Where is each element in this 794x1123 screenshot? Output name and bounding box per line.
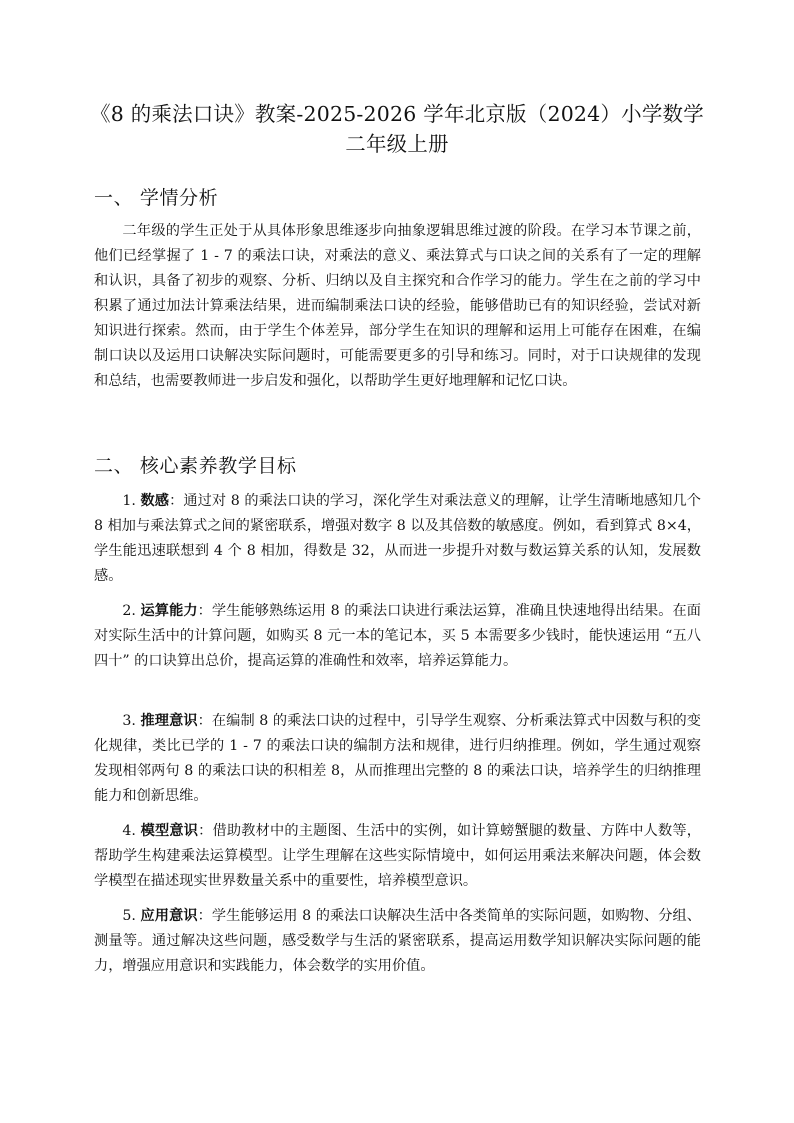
title-line-1: 《8 的乘法口诀》教案-2025-2026 学年北京版（2024）小学数学 [90,102,704,126]
goal-item-number: 4. [122,823,136,839]
goal-item-number: 3. [122,713,136,729]
goal-item-text: ：在编制 8 的乘法口诀的过程中，引导学生观察、分析乘法算式中因数与积的变化规律，类比已学的 1 - 7 的乘法口诀的编制方法和规律，进行归纳推理。例如，学生通过观察发现相邻两句 8 的乘法口诀的积相差 8，从而推理出完整的 8 的乘法口诀，培养学生的归纳推理能力和创新思维。 [94,713,701,804]
goal-item-label: 模型意识 [140,823,199,839]
title-line-2: 二年级上册 [345,132,449,156]
learning-analysis-paragraph: 二年级的学生正处于从具体形象思维逐步向抽象逻辑思维过渡的阶段。在学习本节课之前，他们已经掌握了 1 - 7 的乘法口诀，对乘法的意义、乘法算式与口诀之间的关系有了一定的理解和认识，具备了初步的观察、分析、归纳以及自主探究和合作学习的能力。学生在之前的学习中积累了通过加法计算乘法结果，进而编制乘法口诀的经验，能够借助已有的知识经验，尝试对新知识进行探索。然而，由于学生个体差异，部分学生在知识的理解和运用上可能存在困难，在编制口诀以及运用口诀解决实际问题时，可能需要更多的引导和练习。同时，对于口诀规律的发现和总结，也需要教师进一步启发和强化，以帮助学生更好地理解和记忆口诀。 [94,223,701,389]
section-heading-core-goals: 二、 核心素养教学目标 [94,455,297,477]
goal-item-text: ：学生能够运用 8 的乘法口诀解决生活中各类简单的实际问题，如购物、分组、测量等。通过解决这些问题，感受数学与生活的紧密联系，提高运用数学知识解决实际问题的能力，增强应用意识和实践能力，体会数学的实用价值。 [94,908,701,974]
goal-item-number: 5. [122,908,136,924]
goal-item-text: ：借助教材中的主题图、生活中的实例，如计算螃蟹腿的数量、方阵中人数等，帮助学生构建乘法运算模型。让学生理解在这些实际情境中，如何运用乘法来解决问题，体会数学模型在描述现实世界数量关系中的重要性，培养模型意识。 [94,823,701,889]
goal-item-text: ：通过对 8 的乘法口诀的学习，深化学生对乘法意义的理解，让学生清晰地感知几个 8 相加与乘法算式之间的紧密联系，增强对数字 8 以及其倍数的敏感度。例如，看到算式 8×4，学生能迅速联想到 4 个 8 相加，得数是 32，从而进一步提升对数与数运算关系的认知，发展数感。 [94,493,701,584]
goal-item-computation [94,599,701,674]
goal-item-label: 推理意识 [140,713,198,729]
section-heading-learning-analysis: 一、 学情分析 [94,187,219,209]
goal-item-modeling [94,819,701,894]
goal-item-reasoning [94,709,701,809]
goal-item-label: 数感 [140,493,170,509]
goal-item-application [94,904,701,979]
document-title [90,99,704,159]
goal-item-label: 应用意识 [140,908,198,924]
goal-item-number: 2. [122,603,136,619]
goal-item-number-sense [94,489,701,589]
goal-item-text: ：学生能够熟练运用 8 的乘法口诀进行乘法运算，准确且快速地得出结果。在面对实际生活中的计算问题，如购买 8 元一本的笔记本，买 5 本需要多少钱时，能快速运用 “五八四十” 的口诀算出总价，提高运算的准确性和效率，培养运算能力。 [94,603,701,669]
goal-item-number: 1. [122,493,136,509]
goal-item-label: 运算能力 [140,603,198,619]
